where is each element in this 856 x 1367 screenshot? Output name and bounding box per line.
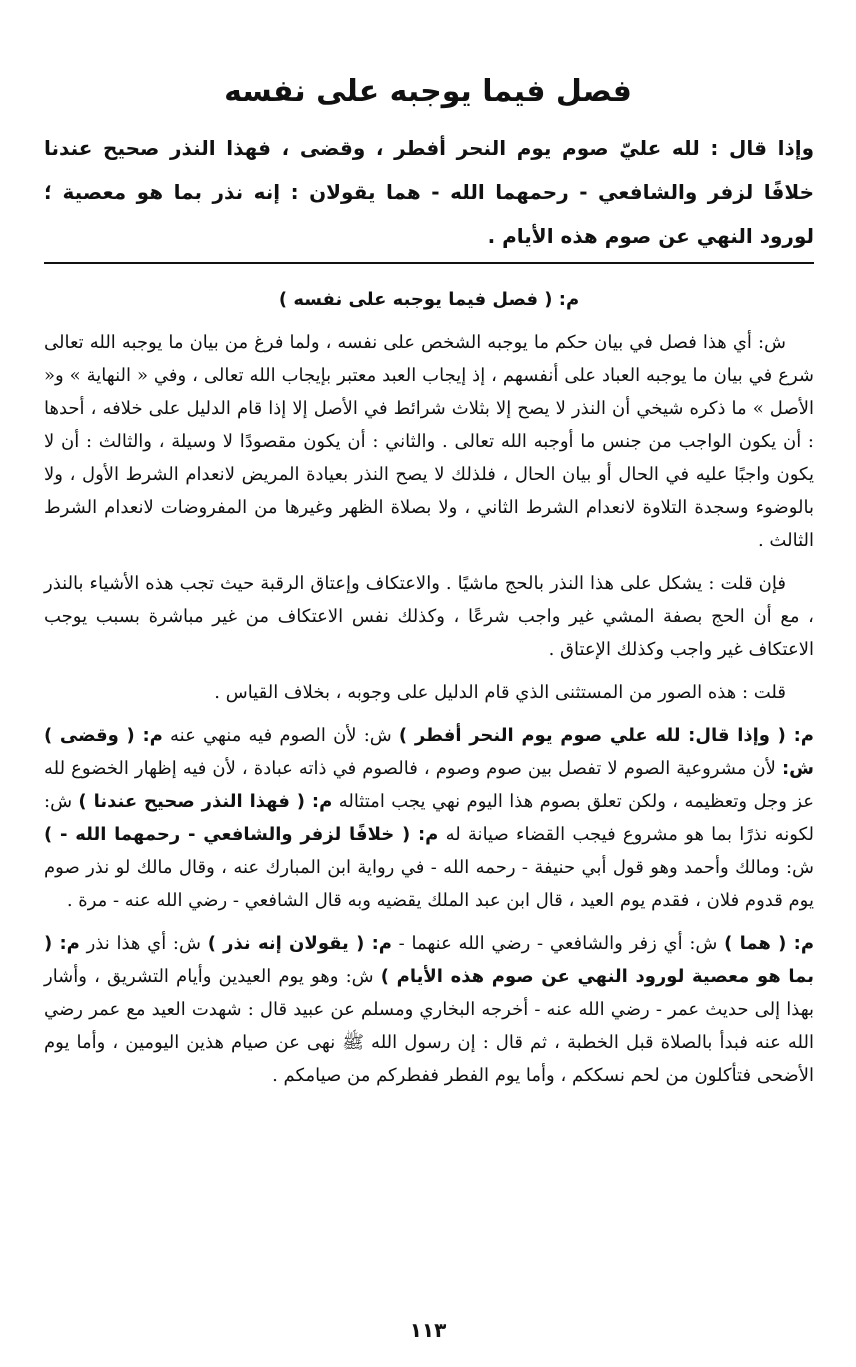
- commentary-paragraph: [44, 719, 814, 917]
- commentary-text: ش: لكونه نذرًا بما هو مشروع فيجب القضاء صيانة له: [44, 791, 815, 845]
- matn-quote: م: ( هما ): [724, 933, 815, 954]
- commentary-paragraph: [44, 927, 814, 1092]
- commentary-paragraph: قلت : هذه الصور من المستثنى الذي قام الدليل على وجوبه ، بخلاف القياس .: [214, 682, 786, 703]
- matn-quote: م: ( خلافًا لزفر والشافعي - رحمهما الله - ): [44, 824, 439, 845]
- commentary-heading: م: ( فصل فيما يوجبه على نفسه ): [278, 289, 580, 310]
- matn-text: وإذا قال : لله عليّ صوم يوم النحر أفطر ، وقضى ، فهذا النذر صحيح عندنا خلافًا لزفر والشافعي - رحمهما الله - هما يقولان : إنه نذر بما هو معصية ؛ لورود النهي عن صوم هذه الأيام .: [44, 136, 814, 248]
- commentary-text: لأن مشروعية الصوم لا تفصل بين صوم وصوم ، فالصوم في ذاته عبادة ، لأن فيه إظهار الخضوع لله عز وجل وتعظيمه ، ولكن تعلق بصوم هذا اليوم نهي يجب امتثاله: [44, 758, 814, 812]
- commentary-text: ش: ومالك وأحمد وهو قول أبي حنيفة - رحمه الله - في رواية ابن المبارك عنه ، وقال مالك لو نذر صوم يوم قدوم فلان ، فقدم يوم العيد ، قال ابن عبد الملك يقضيه وبه قال الشافعي - رضي الله عنه - مرة .: [44, 857, 814, 911]
- commentary-text: ش: وهو يوم العيدين وأيام التشريق ، وأشار بهذا إلى حديث عمر - رضي الله عنه - أخرجه البخاري ومسلم عن عبيد قال : شهدت العيد مع عمر رضي الله عنه فبدأ بالصلاة قبل الخطبة ، ثم قال : إن رسول الله ﷺ نهى عن صيام هذين اليومين ، وأما يوم الأضحى فتأكلون من لحم نسككم ، وأما يوم الفطر ففطركم من صيامكم .: [44, 966, 814, 1086]
- commentary-paragraph: فإن قلت : يشكل على هذا النذر بالحج ماشيًا . والاعتكاف وإعتاق الرقبة حيث تجب هذه الأشياء بالنذر ، مع أن الحج بصفة المشي غير واجب شرعًا ، وكذلك نفس الاعتكاف من غير مباشرة بسبب يوجب الاعتكاف غير واجب وكذلك الإعتاق .: [44, 573, 814, 660]
- matn-quote: م: ( بما هو معصية لورود النهي عن صوم هذه الأيام ): [44, 933, 815, 987]
- matn-quote: م: ( يقولان إنه نذر ): [207, 933, 392, 954]
- commentary-body: [44, 283, 814, 1092]
- matn-quote: م: ( وإذا قال: لله علي صوم يوم النحر أفطر ): [398, 725, 814, 746]
- matn-quote: م: ( وقضى ) ش:: [44, 725, 814, 779]
- section-divider: [44, 262, 814, 264]
- commentary-text: ش: أي زفر والشافعي - رضي الله عنهما -: [391, 933, 725, 954]
- commentary-text: ش: أي هذا نذر: [79, 933, 208, 954]
- commentary-paragraph: ش: أي هذا فصل في بيان حكم ما يوجبه الشخص على نفسه ، ولما فرغ من بيان ما يوجبه الله تعالى شرع في بيان ما يوجبه العباد على أنفسهم ، إذ إيجاب العبد معتبر بإيجاب الله تعالى ، وفي « النهاية » و« الأصل » ما ذكره شيخي أن النذر لا يصح إلا بثلاث شرائط في الأصل إلا إذا قام الدليل على خلافه ، أحدها : أن يكون الواجب من جنس ما أوجبه الله تعالى . والثاني : أن يكون مقصودًا لا وسيلة ، والثالث : أن لا يكون واجبًا عليه في الحال أو بيان الحال ، فلذلك لا يصح النذر بعيادة المريض لانعدام الشرط الأول ، ولا بالوضوء وسجدة التلاوة لانعدام الشرط الثاني ، ولا بصلاة الظهر وغيرها من المفروضات لانعدام الشرط الثالث .: [44, 332, 814, 551]
- chapter-title: فصل فيما يوجبه على نفسه: [224, 74, 632, 109]
- commentary-text: ش: لأن الصوم فيه منهي عنه: [162, 725, 399, 746]
- page-number: ١١٣: [409, 1318, 447, 1342]
- matn-quote: م: ( فهذا النذر صحيح عندنا ): [78, 791, 333, 812]
